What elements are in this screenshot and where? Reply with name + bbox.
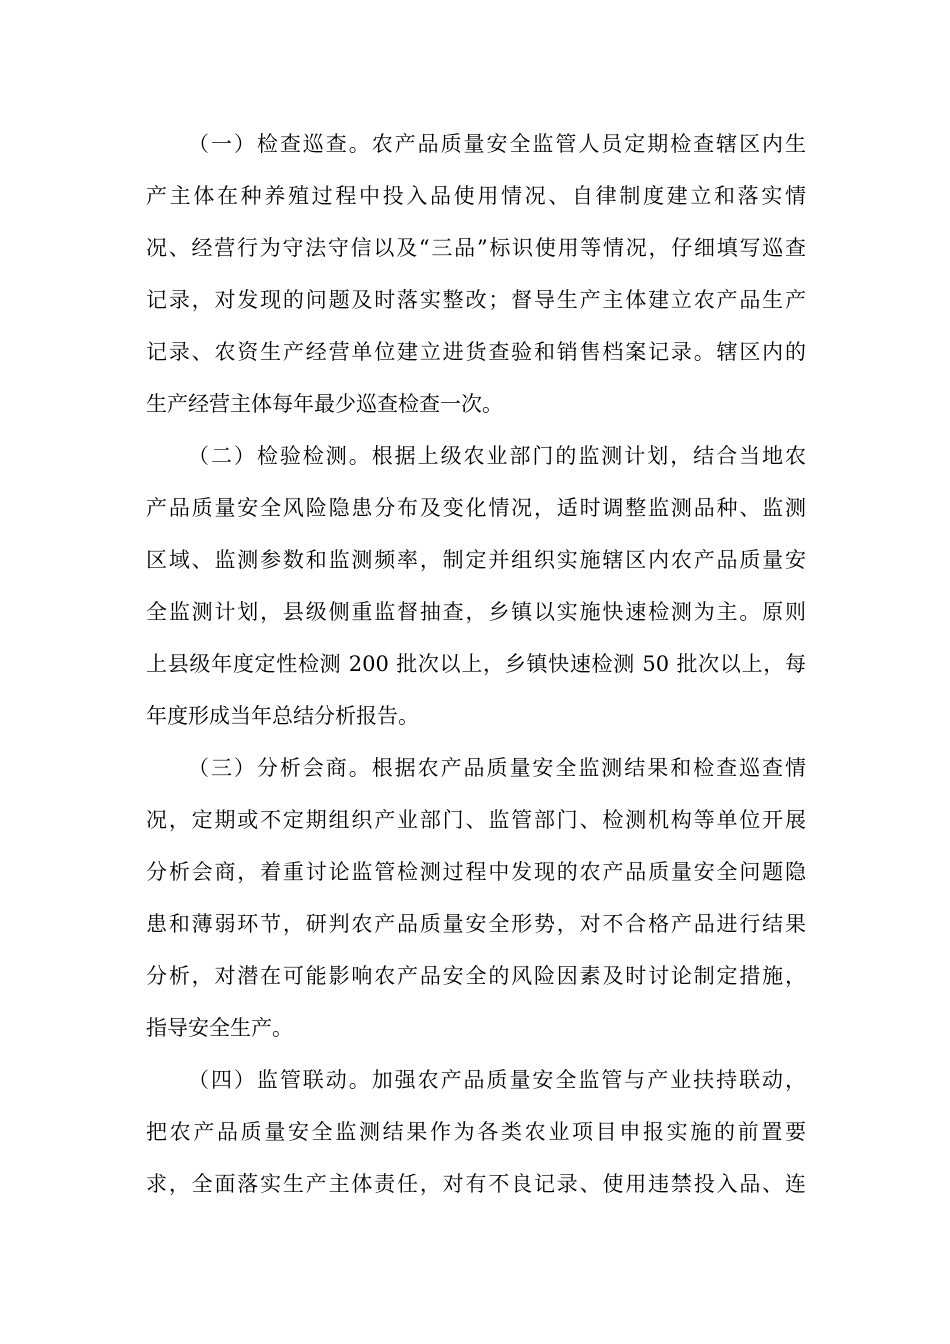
text-line: 上县级年度定性检测 200 批次以上，乡镇快速检测 50 批次以上，每 <box>146 652 806 676</box>
text-line: 产主体在种养殖过程中投入品使用情况、自律制度建立和落实情 <box>146 184 806 208</box>
text-line: 区域、监测参数和监测频率，制定并组织实施辖区内农产品质量安 <box>146 548 806 572</box>
text-line: 把农产品质量安全监测结果作为各类农业项目申报实施的前置要 <box>146 1120 806 1144</box>
document-body <box>146 118 806 1210</box>
text-line: 指导安全生产。 <box>146 1016 293 1040</box>
text-line: 记录，对发现的问题及时落实整改；督导生产主体建立农产品生产 <box>146 288 806 312</box>
text-line: 求，全面落实生产主体责任，对有不良记录、使用违禁投入品、连 <box>146 1172 806 1196</box>
text-line: 况、经营行为守法守信以及“三品”标识使用等情况，仔细填写巡查 <box>146 236 806 260</box>
text-line: 患和薄弱环节，研判农产品质量安全形势，对不合格产品进行结果 <box>146 912 806 936</box>
text-line: （一）检查巡查。农产品质量安全监管人员定期检查辖区内生 <box>188 132 806 156</box>
text-line: 记录、农资生产经营单位建立进货查验和销售档案记录。辖区内的 <box>146 340 806 364</box>
text-line: 全监测计划，县级侧重监督抽查，乡镇以实施快速检测为主。原则 <box>146 600 806 624</box>
paragraph-inspection-testing <box>146 430 806 742</box>
text-line: （四）监管联动。加强农产品质量安全监管与产业扶持联动， <box>188 1068 806 1092</box>
text-line: 况，定期或不定期组织产业部门、监管部门、检测机构等单位开展 <box>146 808 806 832</box>
paragraph-inspection-patrol <box>146 118 806 430</box>
text-line: 年度形成当年总结分析报告。 <box>146 704 419 728</box>
text-line: 生产经营主体每年最少巡查检查一次。 <box>146 392 503 416</box>
text-line: 分析，对潜在可能影响农产品安全的风险因素及时讨论制定措施， <box>146 964 806 988</box>
text-line: 产品质量安全风险隐患分布及变化情况，适时调整监测品种、监测 <box>146 496 806 520</box>
text-line: （三）分析会商。根据农产品质量安全监测结果和检查巡查情 <box>188 756 806 780</box>
text-line: （二）检验检测。根据上级农业部门的监测计划，结合当地农 <box>188 444 806 468</box>
text-line: 分析会商，着重讨论监管检测过程中发现的农产品质量安全问题隐 <box>146 860 806 884</box>
paragraph-supervision-linkage <box>146 1054 806 1210</box>
paragraph-analysis-consultation <box>146 742 806 1054</box>
